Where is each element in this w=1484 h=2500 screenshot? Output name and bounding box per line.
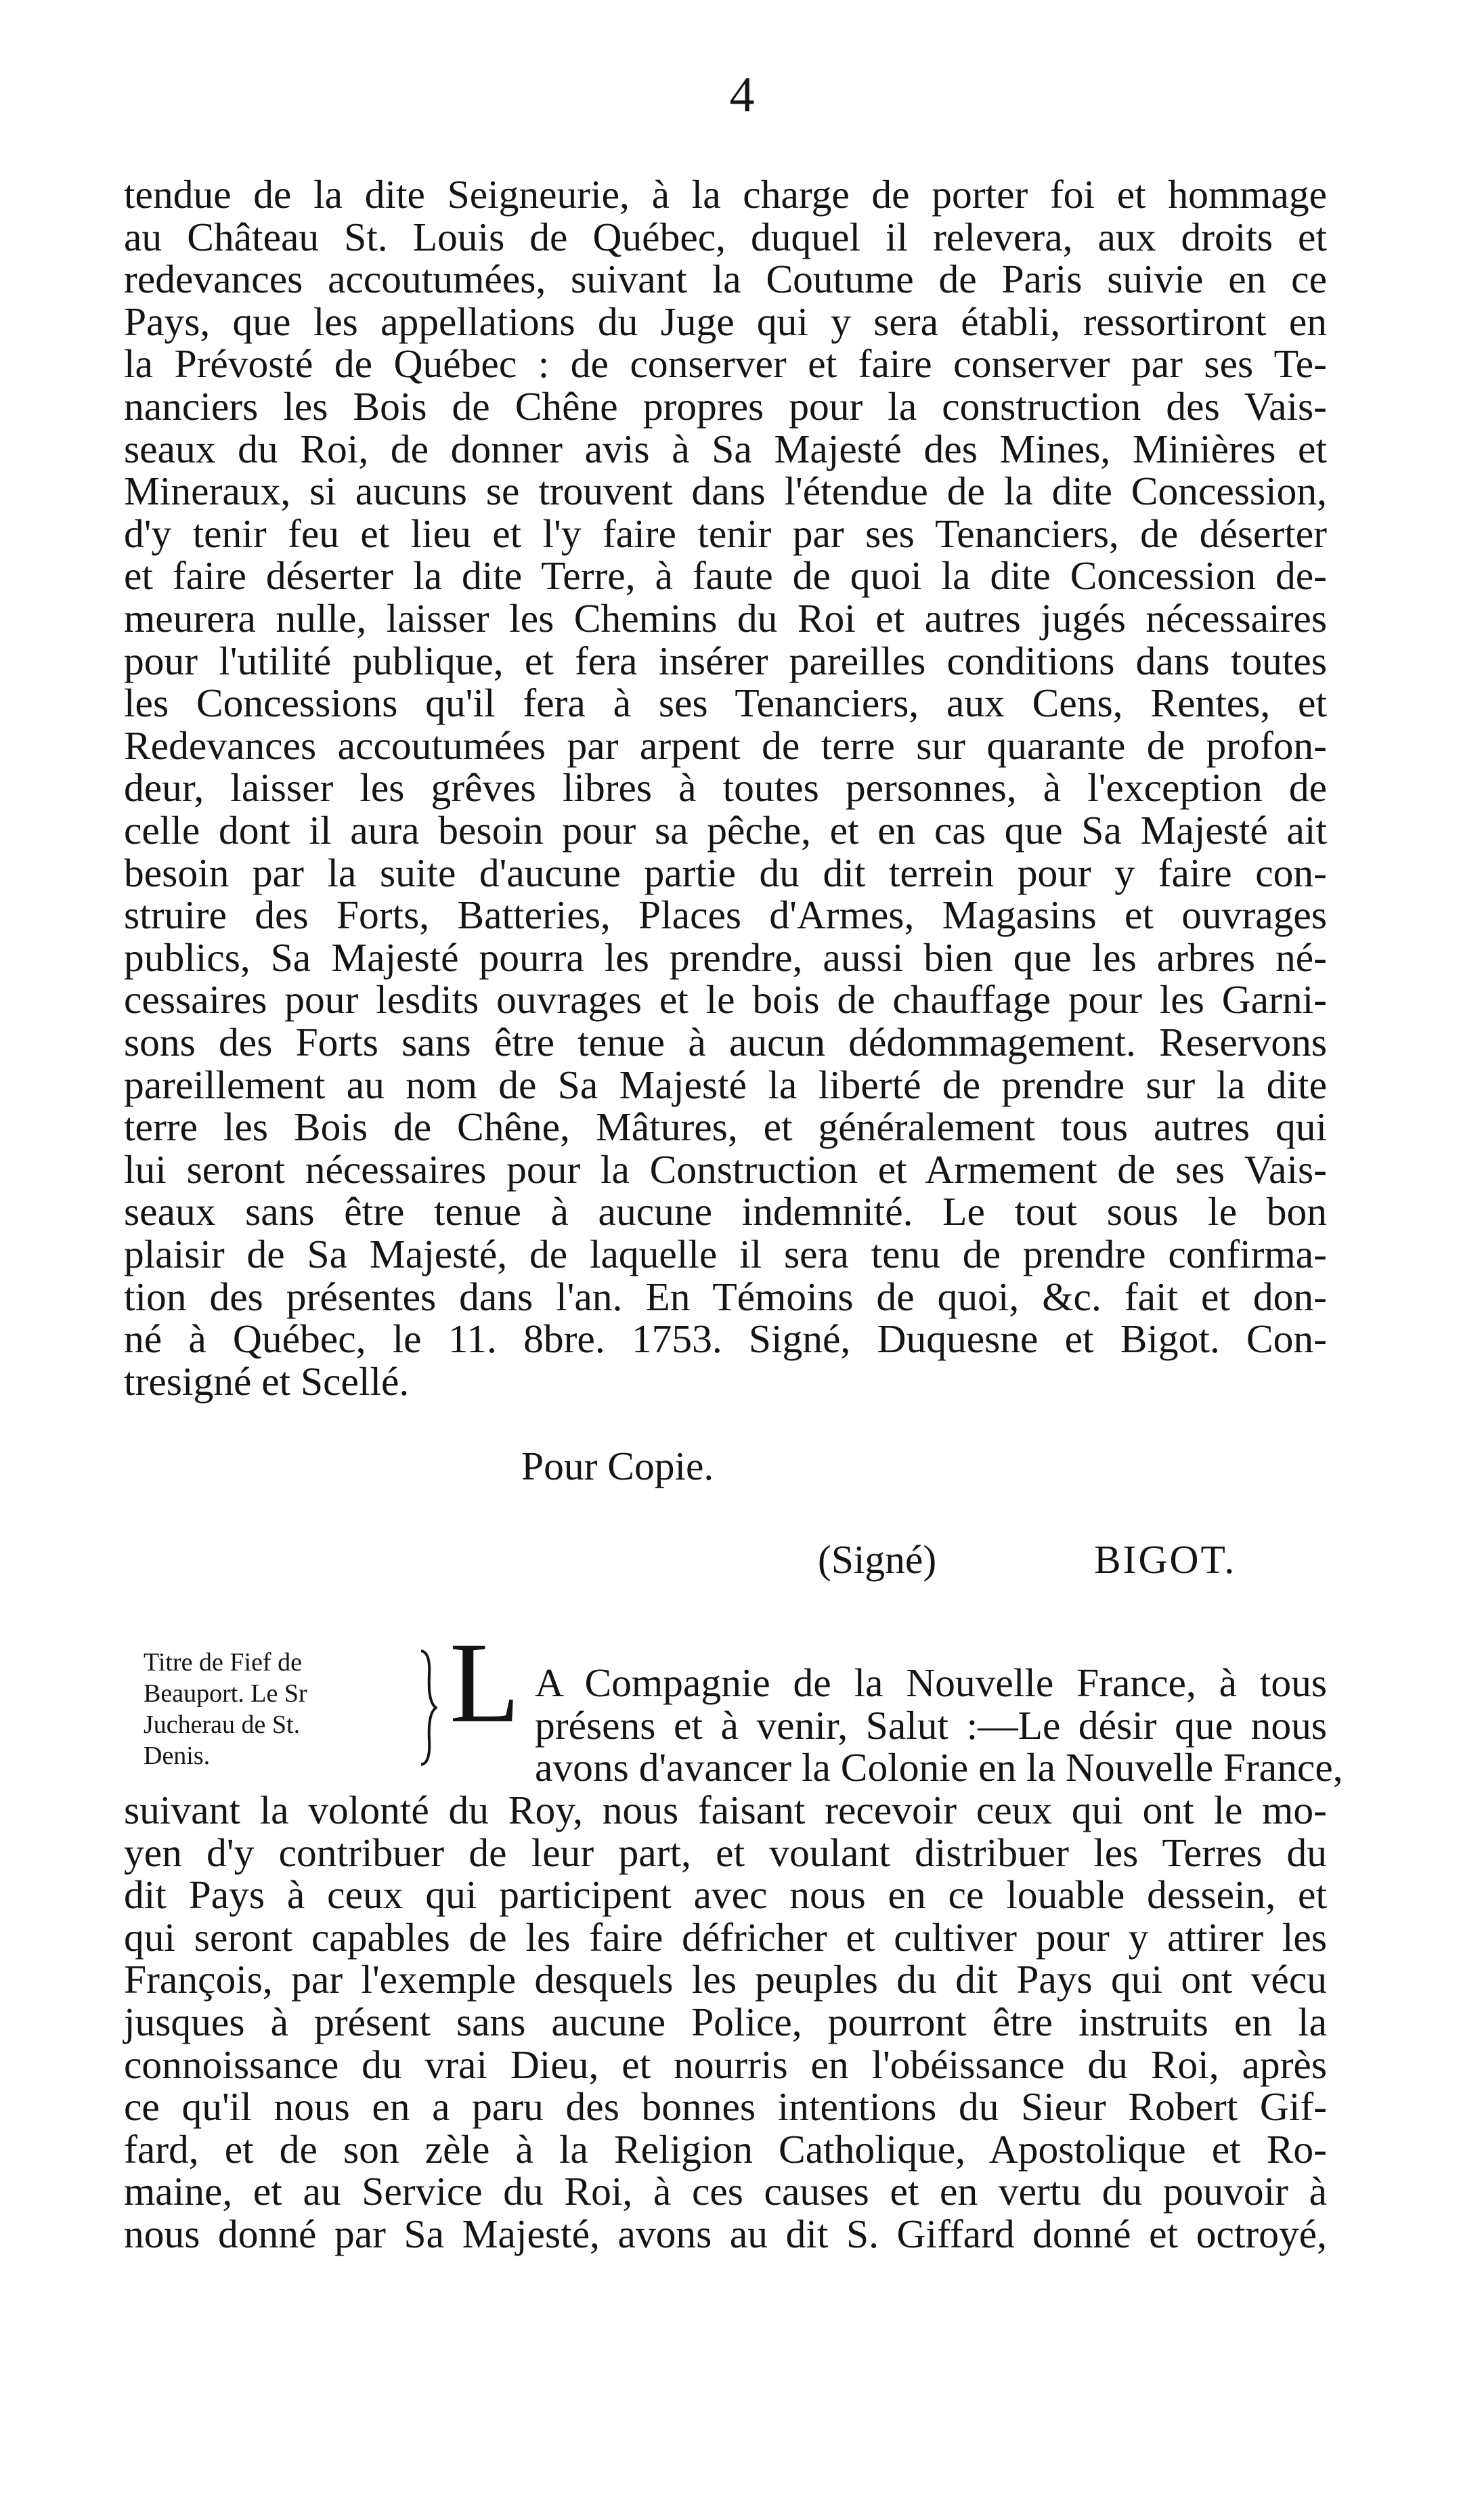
text-line: présens et à venir, Salut :—Le désir que nous — [535, 1702, 1327, 1748]
text-line: redevances accoutumées, suivant la Coutume de Paris suivie en ce — [124, 257, 1327, 302]
text-line: celle dont il aura besoin pour sa pêche, et en cas que Sa Majesté ait — [124, 808, 1327, 853]
text-line: tendue de la dite Seigneurie, à la charge de porter foi et hommage — [124, 172, 1327, 217]
text-line: yen d'y contribuer de leur part, et voulant distribuer les Terres du — [124, 1830, 1327, 1875]
text-line: Redevances accoutumées par arpent de terre sur quarante de profon- — [124, 723, 1327, 768]
text-line: struire des Forts, Batteries, Places d'Armes, Magasins et ouvrages — [124, 892, 1327, 938]
signature-name: BIGOT. — [1094, 1537, 1237, 1582]
text-line: avons d'avancer la Colonie en la Nouvelle France, — [535, 1745, 1343, 1790]
text-line: qui seront capables de les faire défricher et cultiver pour y attirer les — [124, 1914, 1327, 1960]
text-line: Mineraux, si aucuns se trouvent dans l'étendue de la dite Concession, — [124, 469, 1327, 514]
text-line: au Château St. Louis de Québec, duquel il relevera, aux droits et — [124, 214, 1327, 259]
text-line: maine, et au Service du Roi, à ces causes et en vertu du pouvoir à — [124, 2169, 1327, 2214]
margin-note-line: Titre de Fief de — [144, 1648, 302, 1677]
margin-note-line: Beauport. Le Sr — [144, 1679, 307, 1708]
text-line: terre les Bois de Chêne, Mâtures, et généralement tous autres qui — [124, 1104, 1327, 1150]
text-line: les Concessions qu'il fera à ses Tenanciers, aux Cens, Rentes, et — [124, 681, 1327, 726]
text-line: et faire déserter la dite Terre, à faute de quoi la dite Concession de- — [124, 553, 1327, 599]
text-line: seaux sans être tenue à aucune indemnité. Le tout sous le bon — [124, 1189, 1327, 1234]
text-line: dit Pays à ceux qui participent avec nous en ce louable dessein, et — [124, 1872, 1327, 1918]
text-line: deur, laisser les grêves libres à toutes personnes, à l'exception de — [124, 765, 1327, 811]
brace-icon — [418, 1648, 437, 1767]
pour-copie-line: Pour Copie. — [521, 1444, 714, 1488]
page-number: 4 — [729, 67, 755, 123]
text-line: publics, Sa Majesté pourra les prendre, aussi bien que les arbres né- — [124, 934, 1327, 980]
text-line: nous donné par Sa Majesté, avons au dit S. Giffard donné et octroyé, — [124, 2212, 1327, 2256]
text-line: tion des présentes dans l'an. En Témoins de quoi, &c. fait et don- — [124, 1274, 1327, 1319]
text-line: pareillement au nom de Sa Majesté la liberté de prendre sur la dite — [124, 1062, 1327, 1107]
text-line: cessaires pour lesdits ouvrages et le bois de chauffage pour les Garni- — [124, 977, 1327, 1022]
text-line: tresigné et Scellé. — [124, 1358, 410, 1404]
text-line: plaisir de Sa Majesté, de laquelle il sera tenu de prendre confirma- — [124, 1232, 1327, 1276]
text-line: jusques à présent sans aucune Police, pourront être instruits en la — [124, 2000, 1327, 2044]
text-line: François, par l'exemple desquels les peuples du dit Pays qui ont vécu — [124, 1957, 1327, 2002]
text-line: meurera nulle, laisser les Chemins du Roi et autres jugés nécessaires — [124, 596, 1327, 641]
margin-note-line: Jucherau de St. — [144, 1710, 301, 1739]
text-line: ce qu'il nous en a paru des bonnes intentions du Sieur Robert Gif- — [124, 2084, 1327, 2130]
text-line: fard, et de son zèle à la Religion Catholique, Apostolique et Ro- — [124, 2126, 1327, 2172]
text-line: la Prévosté de Québec : de conserver et faire conserver par ses Te- — [124, 341, 1327, 387]
text-line: connoissance du vrai Dieu, et nourris en l'obéissance du Roi, après — [124, 2042, 1327, 2087]
text-line: d'y tenir feu et lieu et l'y faire tenir par ses Tenanciers, de déserter — [124, 511, 1327, 556]
text-line: sons des Forts sans être tenue à aucun dédommagement. Reservons — [124, 1020, 1327, 1064]
margin-note-line: Denis. — [144, 1742, 211, 1770]
text-line: Pays, que les appellations du Juge qui y sera établi, ressortiront en — [124, 299, 1327, 344]
margin-note — [144, 1647, 435, 1771]
text-line: suivant la volonté du Roy, nous faisant recevoir ceux qui ont le mo- — [124, 1788, 1327, 1832]
drop-cap: L — [450, 1619, 520, 1746]
text-line: besoin par la suite d'aucune partie du dit terrein pour y faire con- — [124, 850, 1327, 895]
text-line: A Compagnie de la Nouvelle France, à tous — [535, 1660, 1327, 1705]
text-line: né à Québec, le 11. 8bre. 1753. Signé, Duquesne et Bigot. Con- — [124, 1316, 1327, 1362]
text-line: seaux du Roi, de donner avis à Sa Majesté des Mines, Minières et — [124, 426, 1327, 471]
text-line: pour l'utilité publique, et fera insérer pareilles conditions dans toutes — [124, 638, 1327, 683]
signature-label: (Signé) — [818, 1537, 937, 1582]
text-line: lui seront nécessaires pour la Construction et Armement de ses Vais- — [124, 1146, 1327, 1192]
text-line: nanciers les Bois de Chêne propres pour la construction des Vais- — [124, 384, 1327, 429]
